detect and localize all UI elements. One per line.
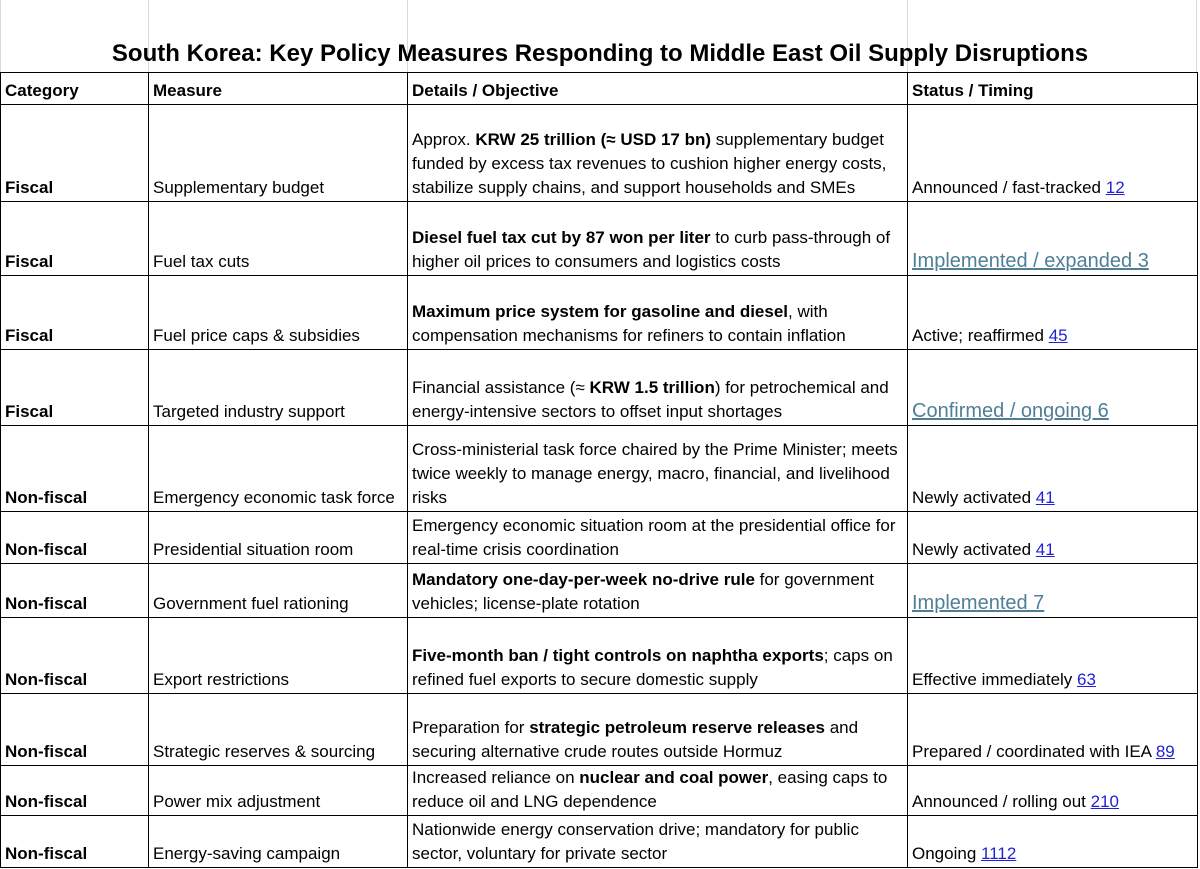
status-link[interactable]: Implemented 7: [912, 592, 1045, 614]
table-row: [1, 202, 1198, 276]
header-measure: Measure: [149, 73, 408, 105]
status-text: Active; reaffirmed: [912, 326, 1049, 345]
policy-table: [0, 72, 1198, 868]
cell-measure: Fuel tax cuts: [149, 202, 408, 276]
cell-details: [408, 105, 908, 202]
status-text: Effective immediately: [912, 670, 1078, 689]
cell-measure: Fuel price caps & subsidies: [149, 276, 408, 350]
cell-measure: Government fuel rationing: [149, 564, 408, 618]
cell-category: Fiscal: [1, 202, 149, 276]
details-bold-text: Diesel fuel tax cut by 87 won per liter: [412, 228, 711, 247]
cell-category: Non-fiscal: [1, 512, 149, 564]
table-row: [1, 426, 1198, 512]
cell-status: [908, 105, 1198, 202]
details-bold-text: KRW 25 trillion (≈ USD 17 bn): [475, 130, 712, 149]
status-text: Announced / rolling out: [912, 792, 1091, 811]
cell-status: [908, 426, 1198, 512]
cell-status: [908, 564, 1198, 618]
details-bold-text: strategic petroleum reserve releases: [529, 718, 825, 737]
cell-status: [908, 276, 1198, 350]
status-text: Newly activated: [912, 540, 1036, 559]
cell-details: [408, 694, 908, 766]
cell-measure: Supplementary budget: [149, 105, 408, 202]
cell-details: [408, 512, 908, 564]
cell-details: [408, 350, 908, 426]
cell-measure: Presidential situation room: [149, 512, 408, 564]
details-bold-text: KRW 1.5 trillion: [589, 378, 715, 397]
details-text: , easing caps to reduce oil and LNG dependence: [412, 768, 888, 811]
cell-category: Non-fiscal: [1, 766, 149, 816]
table-row: [1, 512, 1198, 564]
cell-measure: Energy-saving campaign: [149, 816, 408, 868]
reference-link[interactable]: 45: [1048, 326, 1068, 345]
cell-category: Fiscal: [1, 276, 149, 350]
header-status: Status / Timing: [908, 73, 1198, 105]
cell-details: [408, 276, 908, 350]
table-row: [1, 105, 1198, 202]
cell-status: [908, 202, 1198, 276]
details-text: Emergency economic situation room at the presidential office for real-time crisis coordination: [412, 516, 896, 559]
details-bold-text: nuclear and coal power: [579, 768, 769, 787]
table-row: [1, 766, 1198, 816]
details-bold-text: Mandatory one-day-per-week no-drive rule: [412, 570, 755, 589]
cell-category: Non-fiscal: [1, 694, 149, 766]
cell-status: [908, 512, 1198, 564]
details-text: Preparation for: [412, 718, 530, 737]
details-text: ) for petrochemical and energy-intensive sectors to offset input shortages: [412, 378, 889, 421]
cell-measure: Strategic reserves & sourcing: [149, 694, 408, 766]
cell-measure: Power mix adjustment: [149, 766, 408, 816]
table-row: [1, 816, 1198, 868]
cell-status: [908, 618, 1198, 694]
reference-link[interactable]: 41: [1035, 540, 1055, 559]
cell-status: [908, 694, 1198, 766]
cell-details: [408, 426, 908, 512]
status-link[interactable]: Implemented / expanded 3: [912, 250, 1149, 272]
details-bold-text: Five-month ban / tight controls on naphtha exports: [412, 646, 824, 665]
cell-details: [408, 816, 908, 868]
table-body: [1, 105, 1198, 868]
details-text: Approx.: [412, 130, 476, 149]
status-link[interactable]: Confirmed / ongoing 6: [912, 400, 1109, 422]
cell-details: [408, 618, 908, 694]
details-text: for government vehicles; license-plate rotation: [412, 570, 874, 613]
cell-measure: Targeted industry support: [149, 350, 408, 426]
header-row: [1, 73, 1198, 105]
cell-status: [908, 816, 1198, 868]
cell-category: Non-fiscal: [1, 564, 149, 618]
table-row: [1, 350, 1198, 426]
details-text: Cross-ministerial task force chaired by the Prime Minister; meets twice weekly to manage energy, macro, financial, and livelihood risks: [412, 440, 898, 507]
details-text: Increased reliance on: [412, 768, 580, 787]
cell-measure: Emergency economic task force: [149, 426, 408, 512]
details-text: supplementary budget funded by excess tax revenues to cushion higher energy costs, stabilize supply chains, and support households and SMEs: [412, 130, 887, 197]
header-details: Details / Objective: [408, 73, 908, 105]
reference-link[interactable]: 89: [1155, 742, 1175, 761]
cell-category: Fiscal: [1, 350, 149, 426]
reference-link[interactable]: 1112: [981, 844, 1017, 863]
header-category: Category: [1, 73, 149, 105]
cell-category: Non-fiscal: [1, 816, 149, 868]
table-row: [1, 276, 1198, 350]
details-text: ; caps on refined fuel exports to secure domestic supply: [412, 646, 893, 689]
reference-link[interactable]: 41: [1035, 488, 1055, 507]
details-text: Nationwide energy conservation drive; mandatory for public sector, voluntary for private sector: [412, 820, 859, 863]
cell-details: [408, 766, 908, 816]
table-row: [1, 618, 1198, 694]
cell-category: Non-fiscal: [1, 426, 149, 512]
status-text: Ongoing: [912, 844, 981, 863]
status-text: Announced / fast-tracked: [912, 178, 1106, 197]
details-text: to curb pass-through of higher oil prices to consumers and logistics costs: [412, 228, 891, 271]
cell-status: [908, 350, 1198, 426]
reference-link[interactable]: 63: [1077, 670, 1096, 689]
cell-details: [408, 564, 908, 618]
table-row: [1, 564, 1198, 618]
cell-category: Fiscal: [1, 105, 149, 202]
cell-details: [408, 202, 908, 276]
status-text: Prepared / coordinated with IEA: [912, 742, 1156, 761]
cell-measure: Export restrictions: [149, 618, 408, 694]
cell-status: [908, 766, 1198, 816]
page-title: South Korea: Key Policy Measures Responding to Middle East Oil Supply Disruptions: [111, 40, 1089, 67]
details-bold-text: Maximum price system for gasoline and diesel: [412, 302, 789, 321]
reference-link[interactable]: 12: [1105, 178, 1125, 197]
details-text: , with compensation mechanisms for refiners to contain inflation: [412, 302, 846, 345]
details-text: and securing alternative crude routes outside Hormuz: [412, 718, 859, 761]
status-text: Newly activated: [912, 488, 1036, 507]
details-text: Financial assistance (≈: [412, 378, 590, 397]
cell-category: Non-fiscal: [1, 618, 149, 694]
table-row: [1, 694, 1198, 766]
reference-link[interactable]: 210: [1090, 792, 1119, 811]
